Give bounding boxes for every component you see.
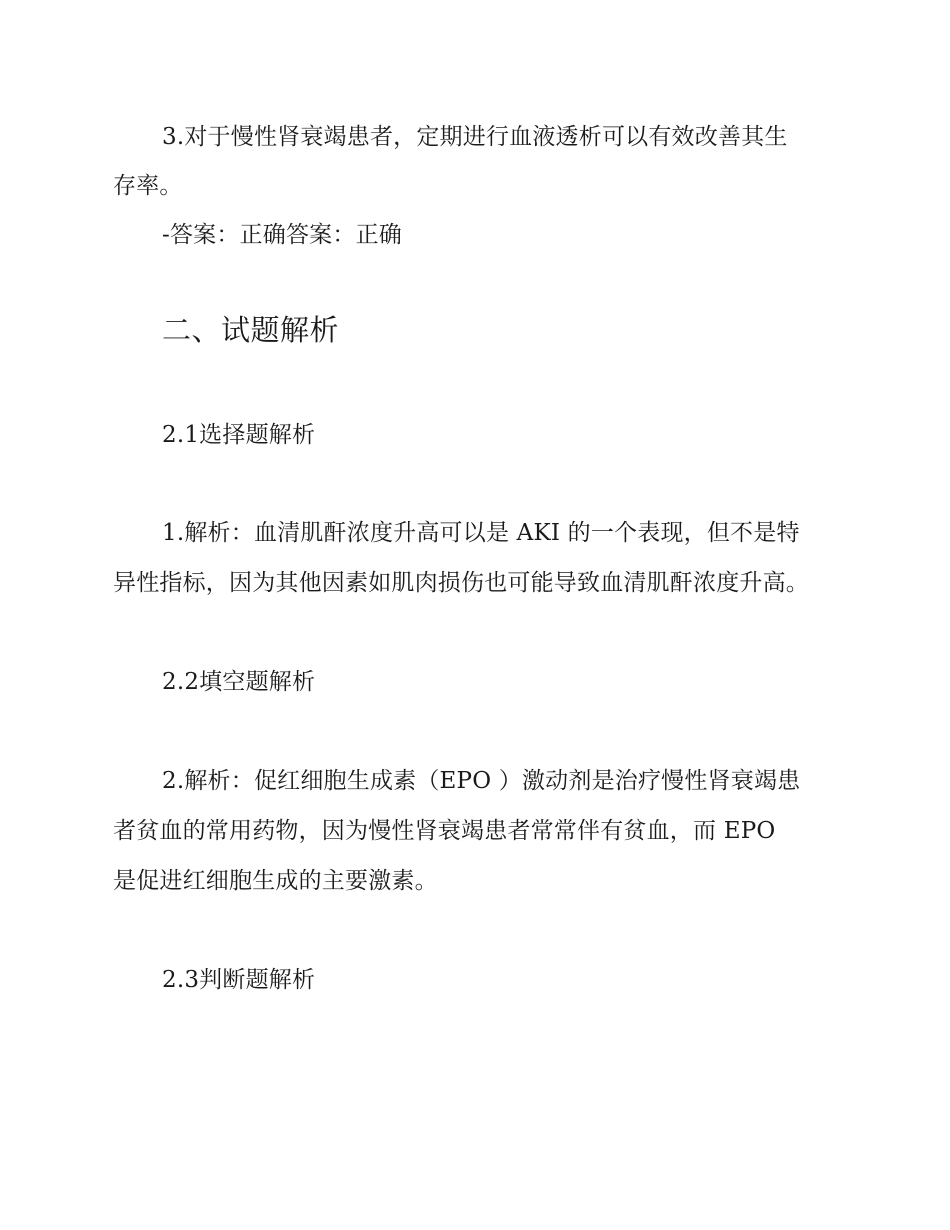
choice-analysis-line-2: 异性指标，因为其他因素如肌肉损伤也可能导致血清肌酐浓度升高。 [113,570,809,596]
fill-blank-analysis-line-2: 者贫血的常用药物，因为慢性肾衰竭患者常常伴有贫血，而 EPO [113,818,776,844]
subsection-title-true-false: 2.3判断题解析 [162,967,316,993]
subsection-title-choice: 2.1选择题解析 [162,422,316,448]
choice-analysis-line-1: 1.解析：血清肌酐浓度升高可以是 AKI 的一个表现，但不是特 [162,520,800,546]
question-3-text-line-2: 存率。 [113,173,183,199]
question-3-text-line-1: 3.对于慢性肾衰竭患者，定期进行血液透析可以有效改善其生 [162,124,788,150]
subsection-title-fill-blank: 2.2填空题解析 [162,669,316,695]
fill-blank-analysis-line-3: 是促进红细胞生成的主要激素。 [113,868,438,894]
question-3-answer: -答案：正确答案：正确 [162,222,402,248]
fill-blank-analysis-line-1: 2.解析：促红细胞生成素（EPO ）激动剂是治疗慢性肾衰竭患 [162,768,801,794]
section-heading-analysis: 二、试题解析 [162,313,340,347]
